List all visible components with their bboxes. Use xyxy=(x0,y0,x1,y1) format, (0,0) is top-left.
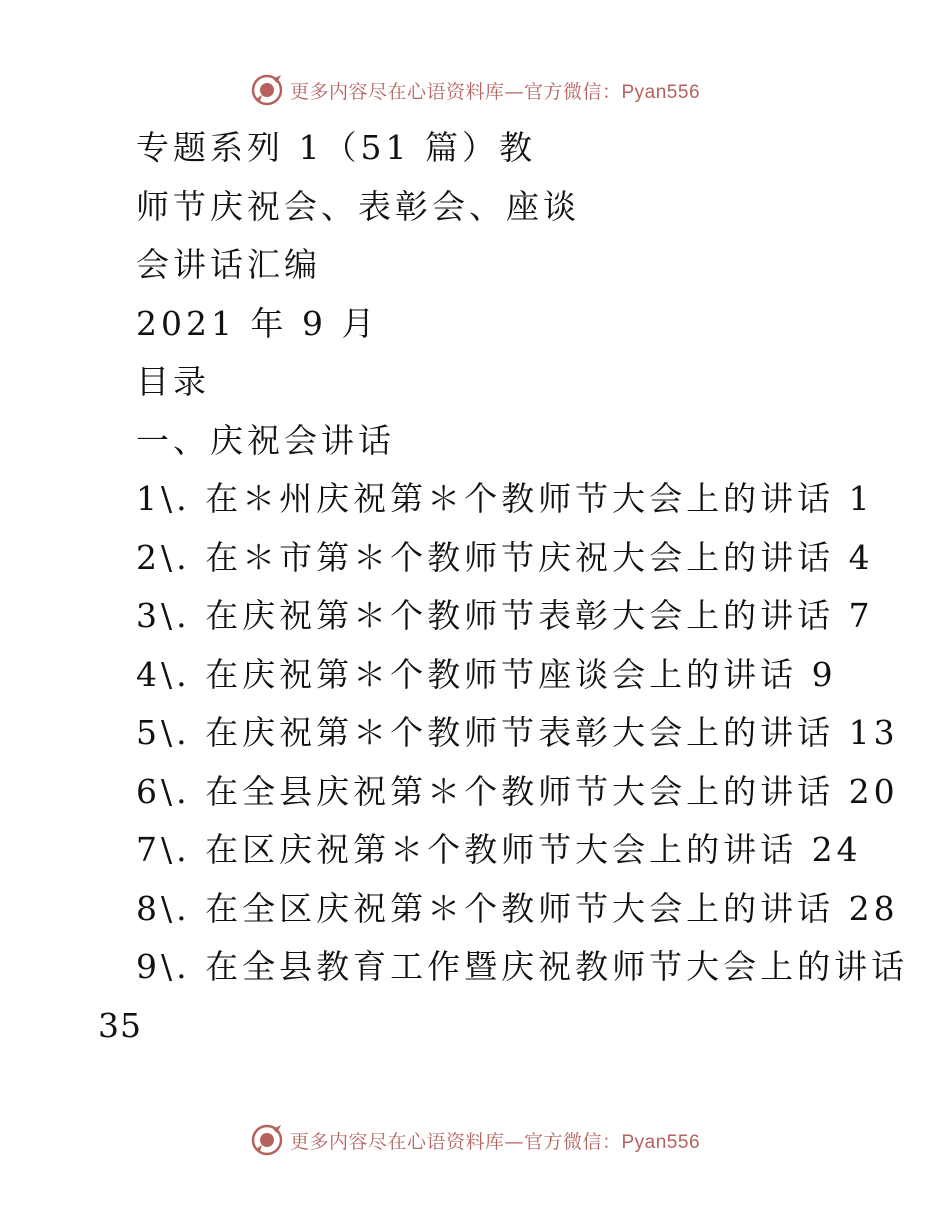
toc-item-2: 2\. 在＊市第＊个教师节庆祝大会上的讲话 4 xyxy=(136,537,874,577)
bottom-watermark-banner xyxy=(0,1120,950,1160)
top-watermark-banner xyxy=(0,70,950,110)
brush-seal-logo-icon xyxy=(250,1123,284,1157)
title-line-2: 师节庆祝会、表彰会、座谈 xyxy=(136,186,580,226)
toc-item-6: 6\. 在全县庆祝第＊个教师节大会上的讲话 20 xyxy=(136,771,899,811)
brush-seal-logo-icon xyxy=(250,73,284,107)
title-line-3: 会讲话汇编 xyxy=(136,245,321,284)
document-body xyxy=(0,119,950,1055)
toc-item-8: 8\. 在全区庆祝第＊个教师节大会上的讲话 28 xyxy=(136,888,899,928)
watermark-text: 更多内容尽在心语资料库—官方微信：Pyan556 xyxy=(289,80,701,103)
date-line: 2021 年 9 月 xyxy=(136,303,379,343)
title-line-1: 专题系列 1（51 篇）教 xyxy=(136,128,536,167)
toc-item-9-page: 35 xyxy=(98,1005,142,1045)
toc-item-9: 9\. 在全县教育工作暨庆祝教师节大会上的讲话 xyxy=(136,947,909,986)
toc-heading: 目录 xyxy=(136,362,210,401)
watermark-text: 更多内容尽在心语资料库—官方微信：Pyan556 xyxy=(289,1130,701,1153)
toc-item-3: 3\. 在庆祝第＊个教师节表彰大会上的讲话 7 xyxy=(136,596,874,635)
toc-item-7: 7\. 在区庆祝第＊个教师节大会上的讲话 24 xyxy=(136,830,862,869)
toc-item-1: 1\. 在＊州庆祝第＊个教师节大会上的讲话 1 xyxy=(136,479,874,518)
wechat-id: Pyan556 xyxy=(621,81,701,103)
toc-item-4: 4\. 在庆祝第＊个教师节座谈会上的讲话 9 xyxy=(136,654,837,694)
section-heading: 一、庆祝会讲话 xyxy=(136,420,395,460)
wechat-id: Pyan556 xyxy=(621,1131,701,1153)
toc-item-5: 5\. 在庆祝第＊个教师节表彰大会上的讲话 13 xyxy=(136,713,899,752)
